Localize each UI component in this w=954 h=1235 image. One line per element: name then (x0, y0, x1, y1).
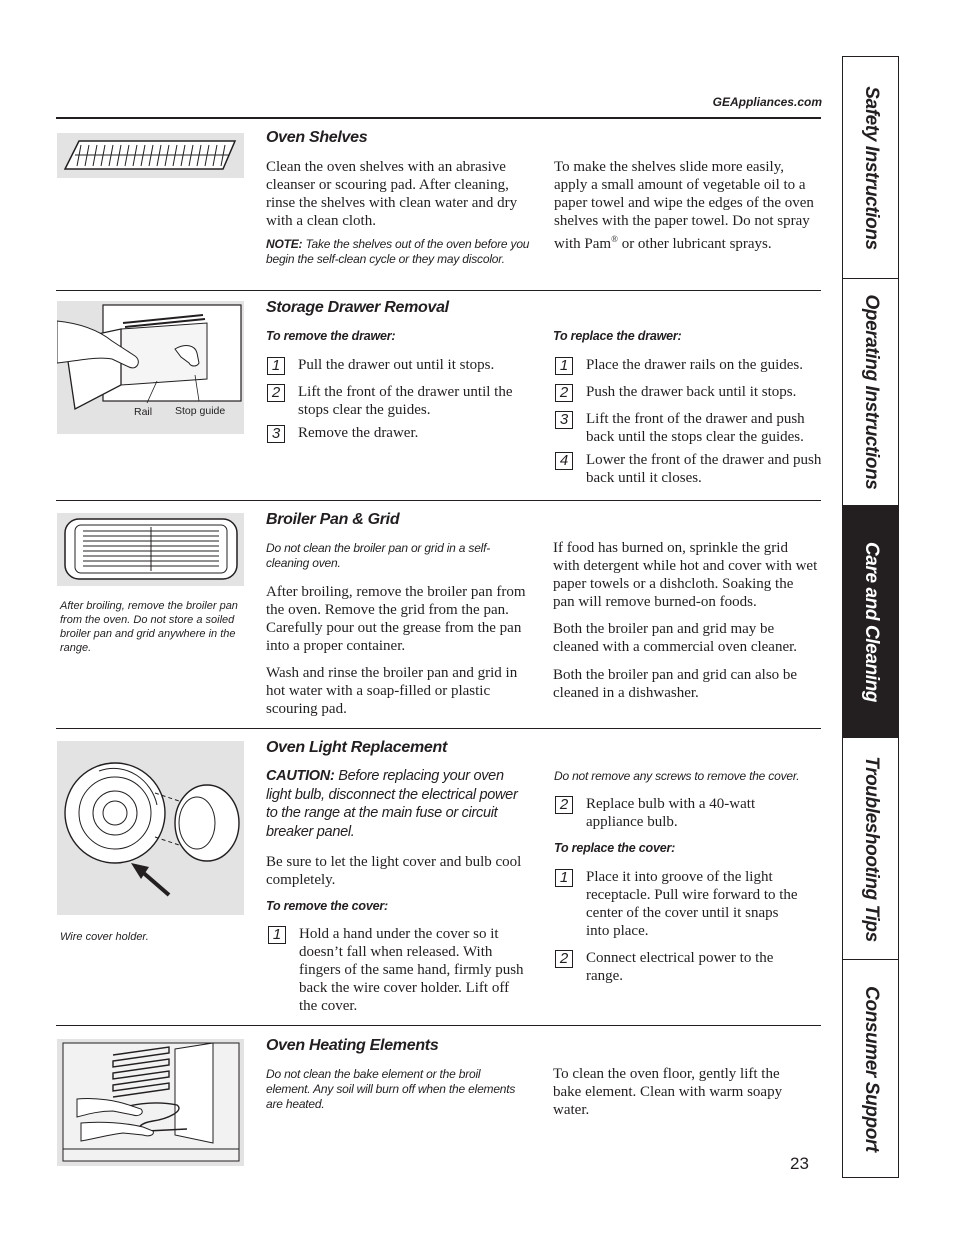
replace-bulb-step (555, 795, 805, 831)
tab-safety-instructions[interactable] (843, 57, 898, 279)
step-text: Connect electrical power to the range. (586, 950, 774, 984)
page-number: 23 (790, 1154, 809, 1173)
storage-drawer-title: Storage Drawer Removal (266, 299, 449, 316)
broiler-oven-cleaner-text: Both the broiler pan and grid may be cleaned with a commercial oven cleaner. (553, 621, 798, 655)
tab-troubleshooting-tips[interactable] (843, 738, 898, 960)
broiler-self-clean-warning: Do not clean the broiler pan or grid in a self-cleaning oven. (266, 541, 491, 570)
stop-guide-label: Stop guide (175, 405, 226, 417)
remove-cover-heading: To remove the cover: (266, 899, 388, 913)
section-rule (56, 500, 821, 501)
section-rule (56, 1025, 821, 1026)
step-text: Hold a hand under the cover so it doesn’t fall when released. With fingers of the same hand, firmly push back the wire cover holder. Lift off the cover. (299, 926, 524, 1014)
wire-cover-holder-caption: Wire cover holder. (60, 931, 149, 943)
remove-drawer-heading: To remove the drawer: (266, 329, 396, 343)
section-rule (56, 728, 821, 729)
replace-cover-heading: To replace the cover: (554, 841, 676, 855)
replace-cover-step (555, 868, 805, 940)
remove-cover-step (268, 925, 528, 1015)
oven-light-cool-text: Be sure to let the light cover and bulb cool completely. (266, 854, 522, 888)
step-number: 2 (555, 384, 573, 402)
note-label: NOTE: (266, 237, 303, 251)
oven-shelf-illustration (57, 133, 244, 178)
tab-label: Care and Cleaning (860, 541, 882, 702)
site-url: GEAppliances.com (712, 95, 822, 109)
step-number: 1 (555, 357, 573, 375)
step-number: 4 (555, 452, 573, 470)
replace-drawer-step (555, 356, 825, 375)
step-text: Place the drawer rails on the guides. (586, 357, 804, 373)
oven-light-illustration (57, 741, 244, 915)
step-text: Lower the front of the drawer and push back until it closes. (586, 452, 822, 486)
broiler-pan-illustration (57, 513, 244, 586)
step-number: 1 (267, 357, 285, 375)
replace-drawer-step (555, 451, 825, 487)
step-number: 3 (555, 411, 573, 429)
heating-elements-warning: Do not clean the bake element or the broil element. Any soil will burn off when the elements are heated. (266, 1067, 516, 1111)
broiler-wash-text: Wash and rinse the broiler pan and grid in hot water with a soap-filled or plastic scouring pad. (266, 665, 518, 717)
remove-drawer-step (267, 356, 537, 375)
step-text: Lift the front of the drawer and push back until the stops clear the guides. (586, 411, 805, 445)
oven-light-title: Oven Light Replacement (266, 739, 447, 756)
header-rule (56, 117, 821, 119)
step-number: 2 (267, 384, 285, 402)
step-number: 2 (555, 796, 573, 814)
broiler-pan-caption: After broiling, remove the broiler pan from the oven. Do not store a soiled broiler pan and grid anywhere in the range. (60, 600, 238, 654)
broiler-pan-title: Broiler Pan & Grid (266, 511, 400, 528)
tab-care-and-cleaning[interactable] (843, 506, 898, 738)
oven-shelves-note (266, 237, 541, 267)
tab-label: Safety Instructions (860, 85, 882, 250)
oven-shelves-cleaning-text: Clean the oven shelves with an abrasive cleanser or scouring pad. After cleaning, rinse the shelves with clean water and dry with a clean cloth. (266, 159, 518, 229)
oven-light-caution (266, 767, 531, 841)
oven-shelves-lubricate-text (554, 158, 814, 253)
caution-label: CAUTION: (266, 768, 335, 784)
step-number: 3 (267, 425, 285, 443)
tab-operating-instructions[interactable] (843, 279, 898, 506)
step-text: Place it into groove of the light receptacle. Pull wire forward to the center of the cover until it snaps into place. (586, 869, 798, 939)
step-number: 1 (555, 869, 573, 887)
heating-element-illustration (57, 1039, 244, 1166)
tab-label: Operating Instructions (860, 294, 882, 490)
tab-label: Troubleshooting Tips (860, 755, 882, 942)
step-number: 1 (268, 926, 286, 944)
replace-drawer-heading: To replace the drawer: (553, 329, 682, 343)
heating-elements-title: Oven Heating Elements (266, 1037, 439, 1054)
registered-mark: ® (611, 234, 618, 244)
note-text: Take the shelves out of the oven before you begin the self-clean cycle or they may discolor. (266, 237, 530, 266)
replace-drawer-step (555, 383, 825, 402)
step-text: Lift the front of the drawer until the stops clear the guides. (298, 384, 513, 418)
section-rule (56, 290, 821, 291)
caution-text: Before replacing your oven light bulb, disconnect the electrical power to the range at the main fuse or circuit breaker panel. (266, 768, 518, 840)
remove-drawer-step (267, 383, 537, 419)
lubricate-text-b: or other lubricant sprays. (617, 236, 772, 252)
oven-shelves-title: Oven Shelves (266, 129, 368, 146)
tab-label: Consumer Support (860, 985, 882, 1152)
no-screws-note: Do not remove any screws to remove the cover. (554, 769, 800, 783)
step-text: Pull the drawer out until it stops. (298, 357, 495, 373)
tab-consumer-support[interactable] (843, 960, 898, 1177)
remove-drawer-step (267, 424, 537, 443)
heating-elements-floor-text: To clean the oven floor, gently lift the bake element. Clean with warm soapy water. (553, 1066, 783, 1118)
step-text: Remove the drawer. (298, 425, 419, 441)
section-tabs (842, 56, 899, 1178)
step-text: Push the drawer back until it stops. (586, 384, 797, 400)
replace-drawer-step (555, 410, 825, 446)
broiler-dishwasher-text: Both the broiler pan and grid can also be cleaned in a dishwasher. (553, 667, 798, 701)
broiler-burned-food-text: If food has burned on, sprinkle the grid with detergent while hot and cover with wet paper towels or a dishcloth. Soaking the pan will remove burned-on foods. (553, 540, 818, 610)
broiler-cleaning-text: After broiling, remove the broiler pan from the oven. Remove the grid from the pan. Carefully pour out the grease from the pan into a proper container. (266, 584, 526, 654)
rail-label: Rail (134, 406, 153, 418)
replace-cover-step (555, 949, 805, 985)
step-text: Replace bulb with a 40-watt appliance bulb. (586, 796, 756, 830)
lubricate-text-a: To make the shelves slide more easily, apply a small amount of vegetable oil to a paper towel and wipe the edges of the oven shelves with the paper towel. Do not spray with Pam (554, 159, 814, 252)
step-number: 2 (555, 950, 573, 968)
